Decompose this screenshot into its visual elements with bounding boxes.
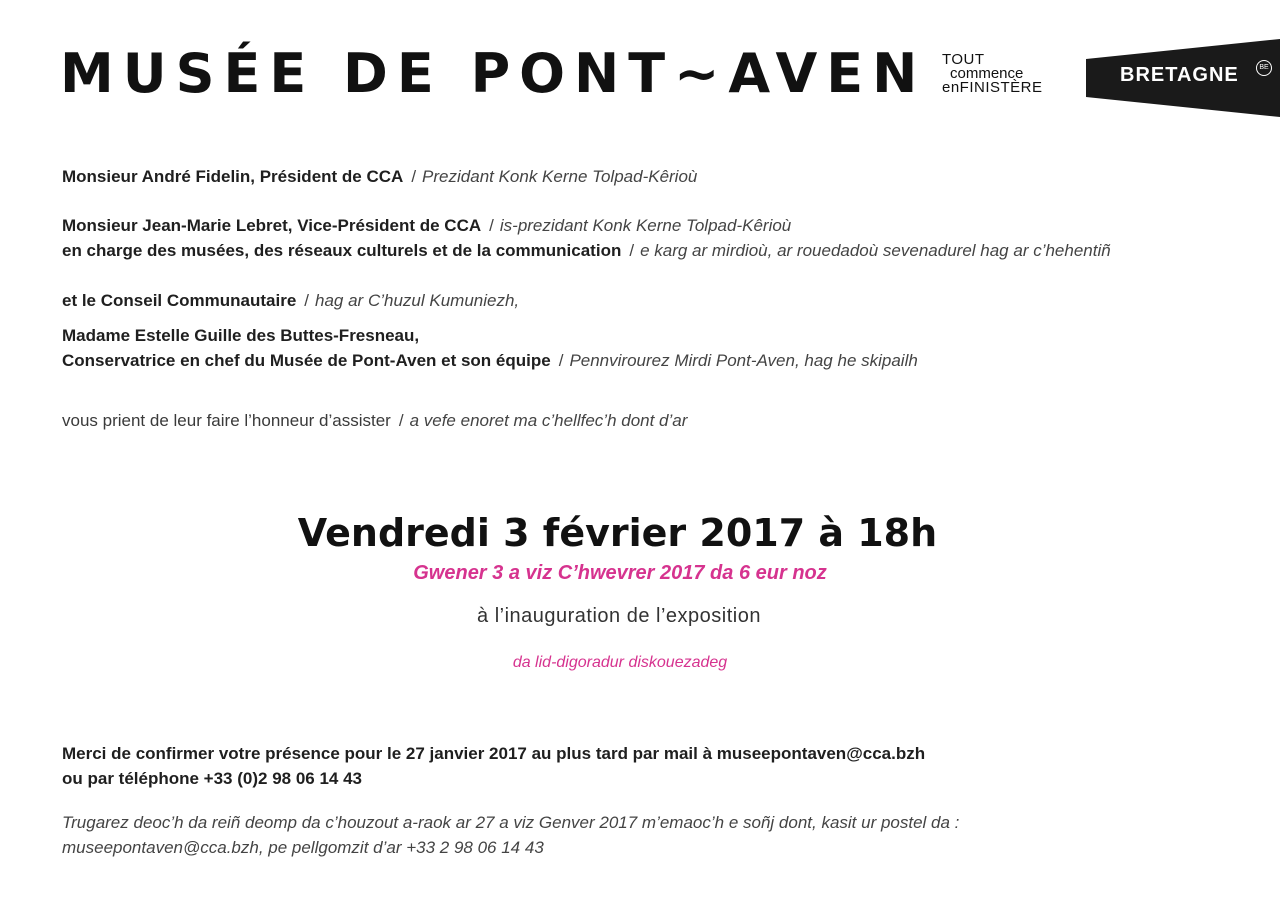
rsvp-br-line-2: museepontaven@cca.bzh, pe pellgomzit d’ar +33 2 98 06 14 43: [62, 838, 544, 857]
event-date-fr: Vendredi 3 février 2017 à 18h: [297, 511, 938, 555]
rsvp-line-2: ou par téléphone +33 (0)2 98 06 14 43: [62, 769, 362, 788]
host-br: hag ar C’huzul Kumuniezh,: [315, 291, 520, 310]
separator: /: [304, 291, 310, 310]
host-line-3: [62, 239, 1111, 263]
host-fr: en charge des musées, des réseaux culturels et de la communication: [62, 241, 622, 260]
host-br: is-prezidant Konk Kerne Tolpad-Kêrioù: [499, 216, 792, 235]
host-line-5: [62, 324, 419, 348]
host-br: e karg ar mirdioù, ar rouedadoù sevenadurel hag ar c’hehentiñ: [640, 241, 1111, 260]
separator: /: [489, 216, 494, 235]
host-fr: Conservatrice en chef du Musée de Pont-Aven et son équipe: [62, 351, 551, 370]
host-line-2: [62, 214, 791, 238]
separator: /: [398, 411, 404, 430]
invite-fr: vous prient de leur faire l’honneur d’assister: [62, 411, 391, 430]
separator: /: [629, 241, 635, 260]
separator: /: [411, 167, 417, 186]
host-fr: Madame Estelle Guille des Buttes-Fresneau,: [62, 326, 420, 345]
host-br: Pennvirourez Mirdi Pont-Aven, hag he skipailh: [569, 351, 918, 370]
tout-logo-line3: enFINISTÈRE: [942, 79, 1043, 96]
bretagne-logo-text: BRETAGNE: [1120, 64, 1239, 86]
tout-commence-logo: [942, 53, 1062, 95]
host-br: Prezidant Konk Kerne Tolpad-Kêrioù: [422, 167, 698, 186]
tout-logo-line1: TOUT: [942, 51, 985, 68]
host-fr: et le Conseil Communautaire: [62, 291, 297, 310]
rsvp-br-line-1: Trugarez deoc’h da reiñ deomp da c’houzout a-raok ar 27 a viz Genver 2017 m’emaoc’h e soñj dont, kasit ur postel da :: [62, 813, 960, 832]
host-fr: Monsieur André Fidelin, Président de CCA: [62, 167, 404, 186]
event-date-br: Gwener 3 a viz C’hwevrer 2017 da 6 eur noz: [413, 562, 827, 584]
host-line-4: [62, 289, 519, 313]
tout-logo-line2: commence: [950, 65, 1024, 82]
rsvp-line-1: Merci de confirmer votre présence pour le 27 janvier 2017 au plus tard par mail à museepontaven@cca.bzh: [62, 744, 926, 763]
separator: /: [558, 351, 564, 370]
invite-br: a vefe enoret ma c’hellfec’h dont d’ar: [409, 411, 688, 430]
host-line-6: [62, 349, 918, 373]
invite-line: [62, 409, 687, 433]
museum-title: MUSÉE DE PONT~AVEN: [60, 42, 927, 105]
be-mark-icon: BE: [1256, 60, 1272, 76]
inauguration-br: da lid-digoradur diskouezadeg: [512, 654, 728, 671]
host-fr: Monsieur Jean-Marie Lebret, Vice-Président de CCA: [62, 216, 482, 235]
host-line-1: [62, 165, 697, 189]
inauguration-fr: à l’inauguration de l’exposition: [477, 605, 761, 627]
